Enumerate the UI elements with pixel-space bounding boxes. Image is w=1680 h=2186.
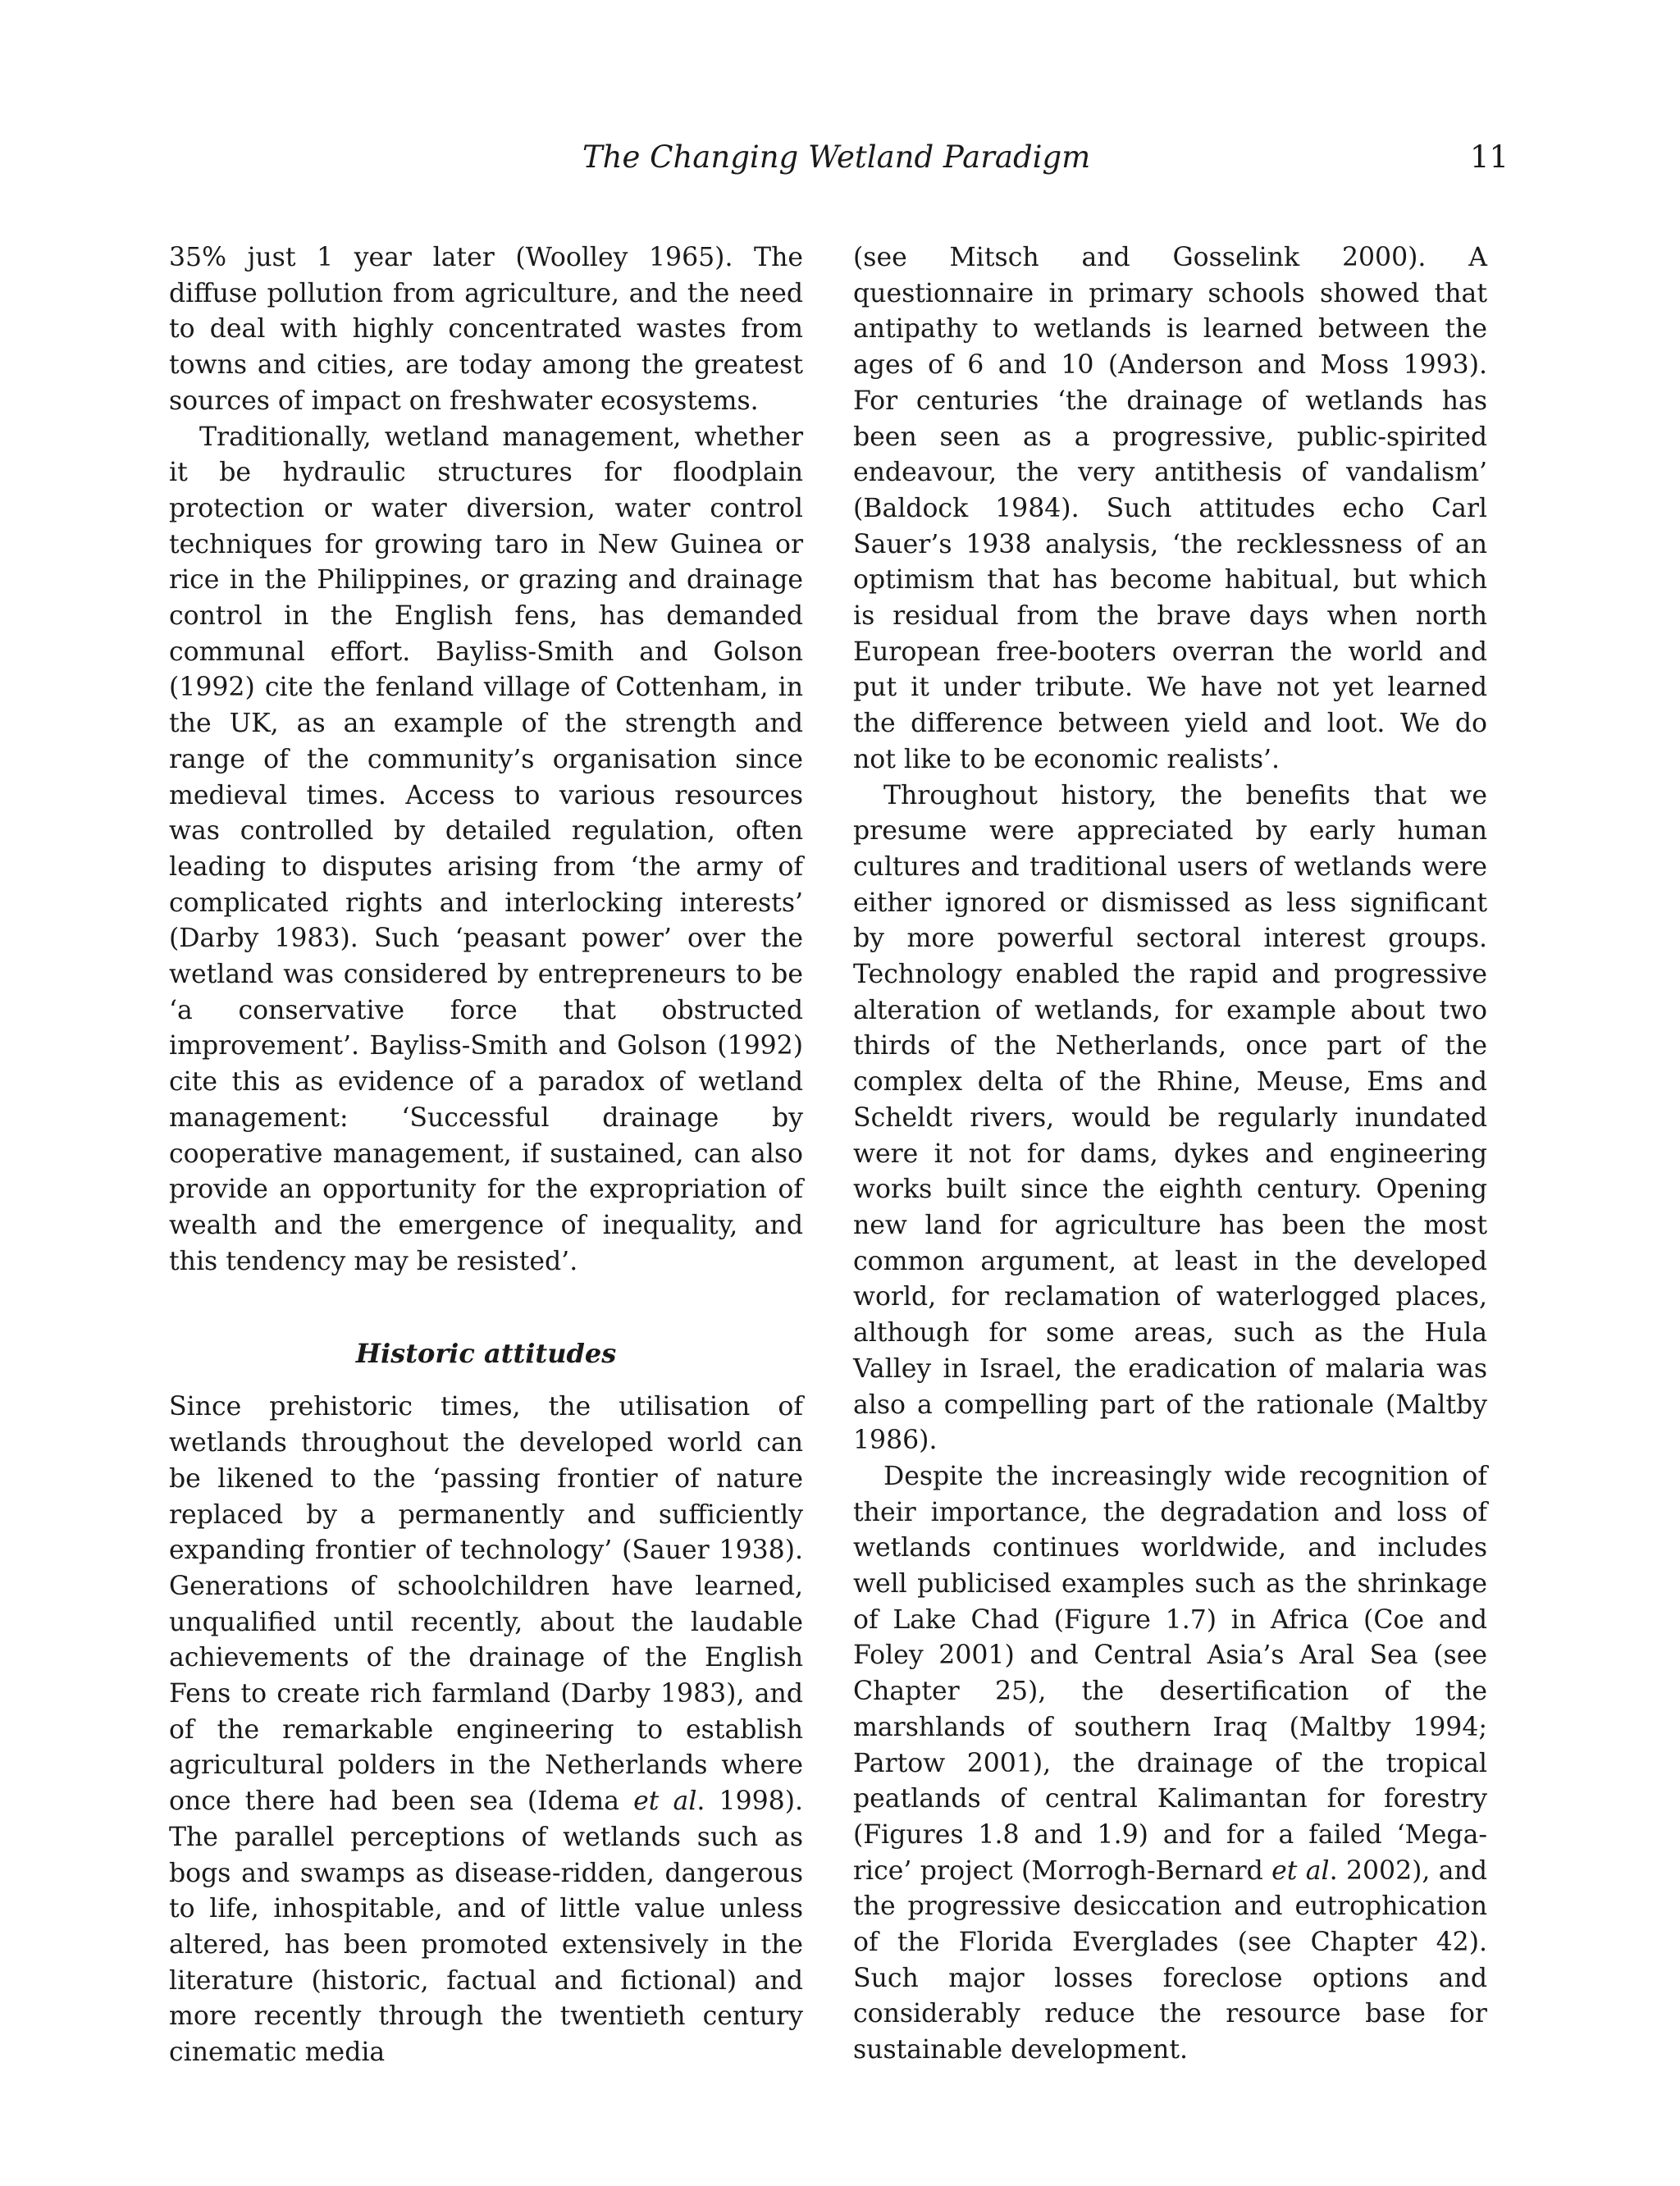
paragraph-throughout-history: Throughout history, the benefits that we presume were appreciated by early human cultures and traditional users of wetlands were either ignored or dismissed as less significant by more powerful sectoral interest groups. Technology enabled the rapid and progressive alteration of wetlands, for example about two thirds of the Netherlands, once part of the complex delta of the Rhine, Meuse, Ems and Scheldt rivers, would be regularly inundated were it not for dams, dykes and engineering works built since the eighth century. Opening new land for agriculture has been the most common argument, at least in the developed world, for reclamation of waterlogged places, although for some areas, such as the Hula Valley in Israel, the eradication of malaria was also a compelling part of the rationale (Maltby 1986).	[853, 780, 1487, 1456]
text-run: Despite the increasingly wide recognition of their importance, the degradation and loss of wetlands continues worldwide, and includes well publicised examples such as the shrinkage of Lake Chad (Figure 1.7) in Africa (Coe and Foley 2001) and Central Asia’s Aral Sea (see Chapter 25), the desertification of the marshlands of southern Iraq (Maltby 1994; Partow 2001), the drainage of the tropical peatlands of central Kalimantan for forestry (Figures 1.8 and 1.9) and for a failed ‘Mega-rice’ project (Morrogh-Bernard	[853, 1461, 1487, 1886]
italic-et-al: et al	[633, 1787, 697, 1817]
paragraph-mitsch-gosselink: (see Mitsch and Gosselink 2000). A questionnaire in primary schools showed that antipathy to wetlands is learned between the ages of 6 and 10 (Anderson and Moss 1993). For centuries ‘the drainage of wetlands has been seen as a progressive, public-spirited endeavour, the very antithesis of vandalism’ (Baldock 1984). Such attitudes echo Carl Sauer’s 1938 analysis, ‘the recklessness of an optimism that has become habitual, but which is residual from the brave days when north European free-booters overran the world and put it under tribute. We have not yet learned the difference between yield and loot. We do not like to be economic realists’.	[853, 243, 1487, 774]
paragraph-continued: 35% just 1 year later (Woolley 1965). The diffuse pollution from agriculture, and the need to deal with highly concentrated wastes from towns and cities, are today among the greatest sources of impact on freshwater ecosystems.	[169, 243, 803, 416]
text-run: . 2002), and the progressive desiccation and eutrophication of the Florida Everglades (see Chapter 42). Such major losses foreclose options and considerably reduce the resource base for sustainable development.	[853, 1855, 1487, 2065]
page-number: 11	[1470, 139, 1509, 175]
italic-et-al: et al	[1271, 1855, 1330, 1886]
paragraph-prehistoric-times	[169, 1390, 803, 2070]
text-run: . 1998). The parallel perceptions of wetlands such as bogs and swamps as disease-ridden, dangerous to life, inhospitable, and of little value unless altered, has been promoted extensively in the literature (historic, factual and fictional) and more recently through the twentieth century cinematic media	[169, 1787, 803, 2068]
right-column	[853, 240, 1487, 2069]
paragraph-traditional-management: Traditionally, wetland management, whether it be hydraulic structures for floodplain protection or water diversion, water control techniques for growing taro in New Guinea or rice in the Philippines, or grazing and drainage control in the English fens, has demanded communal effort. Bayliss-Smith and Golson (1992) cite the fenland village of Cottenham, in the UK, as an example of the strength and range of the community’s organisation since medieval times. Access to various resources was controlled by detailed regulation, often leading to disputes arising from ‘the army of complicated rights and interlocking interests’ (Darby 1983). Such ‘peasant power’ over the wetland was considered by entrepreneurs to be ‘a conservative force that obstructed improvement’. Bayliss-Smith and Golson (1992) cite this as evidence of a paradox of wetland management: ‘Successful drainage by cooperative management, if sustained, can also provide an opportunity for the expropriation of wealth and the emergence of inequality, and this tendency may be resisted’.	[169, 422, 803, 1276]
running-title: The Changing Wetland Paradigm	[582, 139, 1091, 175]
paragraph-despite-recognition	[853, 1459, 1487, 2069]
section-heading-historic-attitudes: Historic attitudes	[355, 1338, 617, 1370]
left-column	[169, 240, 803, 2071]
text-run: Since prehistoric times, the utilisation of wetlands throughout the developed world can be likened to the ‘passing frontier of nature replaced by a permanently and sufficiently expanding frontier of technology’ (Sauer 1938). Generations of schoolchildren have learned, unqualified until recently, about the laudable achievements of the drainage of the English Fens to create rich farmland (Darby 1983), and of the remarkable engineering to establish agricultural polders in the Netherlands where once there had been sea (Idema	[169, 1392, 803, 1817]
